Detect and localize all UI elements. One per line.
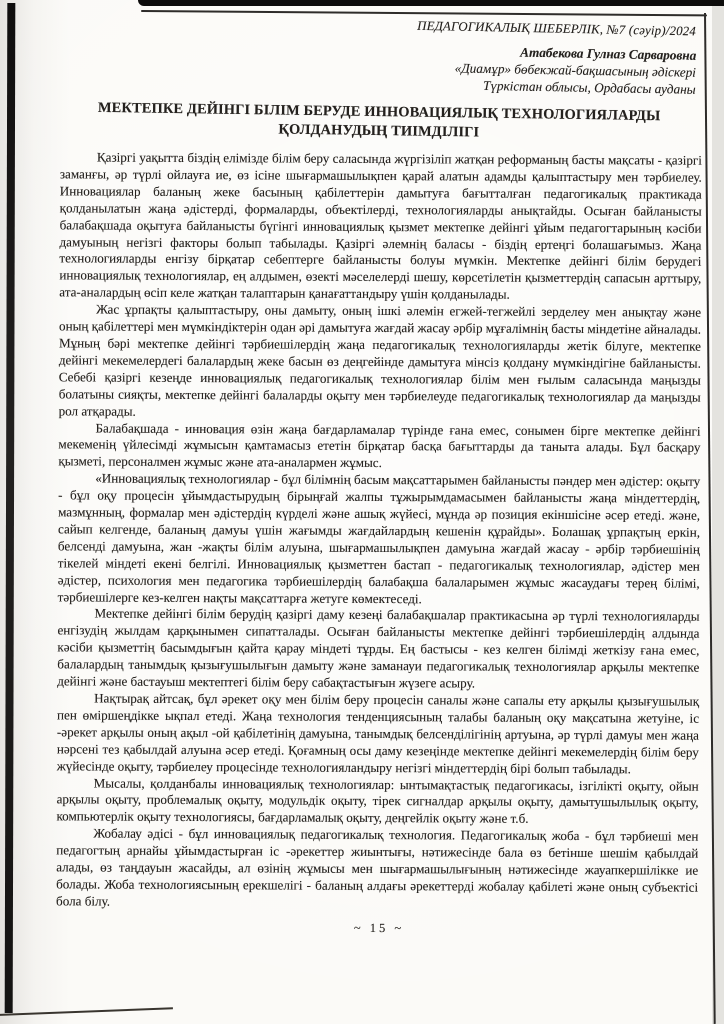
journal-header: ПЕДАГОГИКАЛЫҚ ШЕБЕРЛІК, №7 (сәуір)/2024: [417, 18, 697, 39]
paragraph: «Инновациялық технологиялар - бұл білімнің басым мақсаттарымен байланысты пәндер мен әдістер: оқыту - бұл оқу процесін ұйымдастырудың бірыңғай жалпы тұжырымдамасымен байланысты жаңа міндеттердің, мазмұнның, формалар мен әдістердің күрделі және ашық жүйесі, мұнда әр позиция екіншісіне әсер етеді. және, сайып келгенде, баланың дамуы үшін жағымды жағдайлардың кешенін құрайды». Болашақ ұрпақтың еркін, белсенді дамуына, жан -жақты білім алуына, шығармашылықпен дамуына жағдай жасау - әрбір тәрбиешінің тікелей міндеті екені белгілі. Инновациялық қызметтен бастап - педагогикалық технологиялар, әдістер мен әдістер, психология мен педагогика тәрбиешілердің балабақша балаларымен жұмыс жасаудағы терең білімі, тәрбиешілерге кез-келген нақты мақсаттарға жетуге көмектеседі.: [57, 470, 701, 606]
page-content: [58, 18, 700, 936]
paragraph: Қазіргі уақытта біздің елімізде білім беру саласында жүргізіліп жатқан реформаның басты мақсаты - қазіргі заманғы, әр түрлі ойлауға ие, өз ісіне шығармашылықпен қарай алатын адамды қалыптастыру мен тәрбиелеу. Инновациялар баланың жеке басының қабілеттерін дамытуға бағытталған педагогикалық практикада қолданылатын жаңа әдістерді, формаларды, объектілерді, технологияларды анықтайды. Осыған байланысты балабақшада оқытуға байланысты бүгінгі инновациялық қызмет мектепке дейінгі ұйым педагогтарының кәсіби дамуының негізгі факторы болып табылады. Қазіргі әлемнің баласы - біздің ертеңгі болашағымыз. Жаңа технологияларды енгізу бірқатар себептерге байланысты болуы мүмкін. Мектепке дейінгі білім берудегі инновациялық технологиялар, ең алдымен, өзекті мәселелерді шешу, көрсетілетін қызметтердің сапасын арттыру, ата-аналардың өсіп келе жатқан талаптарын қанағаттандыру үшін қолданылады.: [59, 149, 702, 302]
bottom-left-scan-line: [0, 1007, 173, 1016]
paragraph: Жас ұрпақты қалыптастыру, оны дамыту, оның ішкі әлемін егжей-тегжейлі зерделеу мен анықтау және оның қабілеттері мен мүмкіндіктерін одан әрі дамытуға жағдай жасау әрбір мұғалімнің басты міндетіне айналады. Мұның бәрі мектепке дейінгі тәрбиешілердің жаңа педагогикалық технологияларды жетік білуге, мектепке дейінгі мекемелердегі балалардың жеке басын өз деңгейінде дамытуға мінсіз қолдану мүмкіндігіне байланысты. Себебі қазіргі кезеңде инновациялық педагогикалық технологиялар білім мен ғылым саласында маңызды болатыны сияқты, мектепке дейінгі балаларды оқыту мен тәрбиелеуде педагогикалық технологиялар да маңызды рол атқарады.: [58, 301, 702, 418]
page-number: ~ 15 ~: [353, 921, 405, 936]
article-body: [56, 149, 702, 913]
author-name: Атабекова Гулназ Сарваровна: [520, 44, 697, 63]
paragraph: Мысалы, қолданбалы инновациялық технологиялар: ынтымақтастық педагогикасы, ізгілікті оқыту, ойын арқылы оқыту, проблемалық оқыту, модульдік оқыту, тірек сигналдар арқылы оқыту, дамытушылылық оқыту, компьютерлік оқыту технологиясы, бағдарламалық оқыту, деңгейлік оқыту және т.б.: [56, 774, 699, 826]
paragraph: Жобалау әдісі - бұл инновациялық педагогикалық технология. Педагогикалық жоба - бұл тәрбиеші мен педагогтың арнайы ұйымдастырған іс -әрекеттер жиынтығы, нәтижесінде бала өз бетінше шешім қабылдай алады, өз таңдауын жасайды, ал өзінің жұмысы мен шығармашылығының нәтижесінде жауапкершілікке ие болады. Жоба технологиясының ерекшелігі - баланың алдағы әрекеттерді жобалау қабілеті және оның субъектісі бола білу.: [56, 825, 699, 909]
left-scan-bar: [5, 3, 16, 1013]
article-title: МЕКТЕПКЕ ДЕЙІНГІ БІЛІМ БЕРУДЕ ИННОВАЦИЯЛЫҚ ТЕХНОЛОГИЯЛАРДЫ ҚОЛДАНУДЫҢ ТИІМДІЛІГІ: [97, 99, 661, 141]
author-block: [58, 35, 701, 98]
paragraph: Балабақшада - инновация өзін жаңа бағдарламалар түрінде ғана емес, сонымен бірге мектепке дейінгі мекеменің үйлесімді жұмысын қамтамасыз ететін бірқатар басқа бағыттарды да таныта алады. Бұл басқару қызметі, персоналмен жұмыс және ата-аналармен жұмыс.: [58, 419, 701, 470]
top-scan-bar: [138, 0, 724, 6]
author-affiliation: «Диамұр» бөбекжай-бақшасының әдіскері: [454, 60, 697, 80]
paragraph: Мектепке дейінгі білім берудің қазіргі даму кезеңі балабақшалар практикасына әр түрлі технологияларды енгізудің жылдам қарқынымен сипатталады. Осыған байланысты мектепке дейінгі тәрбиешілердің алдында кәсіби қызметтің басымдығын қайта қарау міндеті тұрды. Ең бастысы - кез келген білімді жеткізу ғана емес, балалардың танымдық қызығушылығын дамыту және заманауи педагогикалық технологиялар арқылы мектепке дейінгі және бастауыш мектептегі білім беру сабақтастығын жүзеге асыру.: [57, 605, 700, 691]
author-location: Түркістан облысы, Ордабасы ауданы: [482, 77, 696, 97]
paragraph: Нақтырақ айтсақ, бұл әрекет оқу мен білім беру процесін саналы және сапалы ету арқылы қызығушылық пен өміршеңдікке ықпал етеді. Жаңа технология тенденциясының талабы баланың оқу мақсатына жетуіне, іс -әрекет арқылы оның ақыл -ой қабілетінің дамуына, танымдық белсенділігінің артуына, әр түрлі дамуы мен жаңа нәрсені тез қабылдай алуына әсер етеді. Қоғамның осы даму кезеңінде мектепке дейінгі мекемелердің білім беру жүйесінде оқыту, тәрбиелеу процесінде технологияландыру негізгі міндеттердің бірі болып табылады.: [56, 690, 700, 776]
